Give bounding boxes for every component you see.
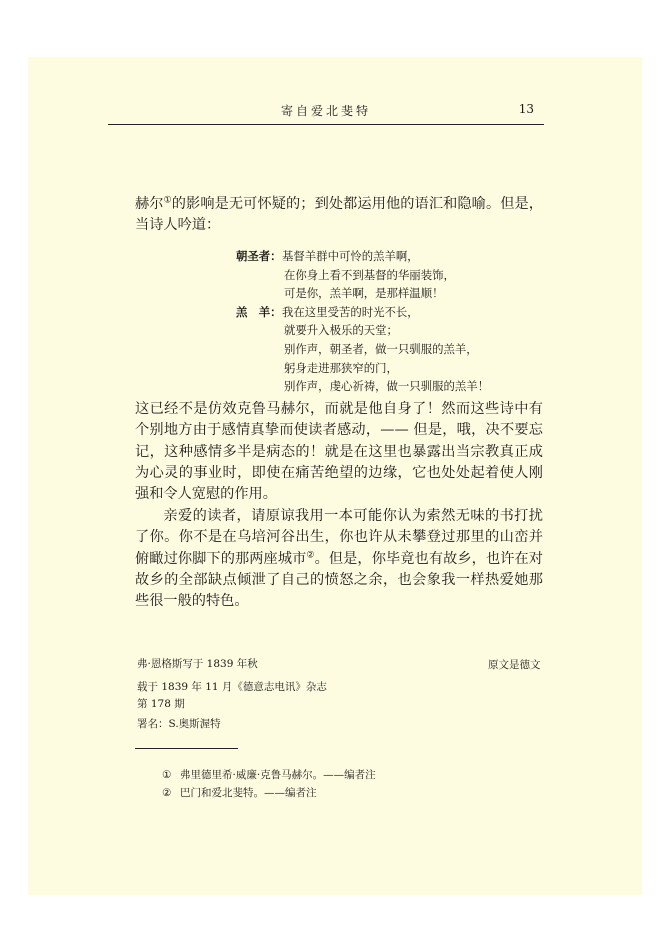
poem-line: 躬身走进那狭窄的门， xyxy=(284,360,398,375)
footnote-2 xyxy=(162,785,317,800)
footnote-mark: ① xyxy=(162,769,172,781)
paragraph-1 xyxy=(135,194,543,237)
poem-line: 在你身上看不到基督的华丽装饰， xyxy=(284,267,455,282)
speaker-lamb: 羔 羊： xyxy=(236,304,282,319)
signature-line: 署名：S.奥斯渥特 xyxy=(137,718,221,730)
footnote-1 xyxy=(162,767,376,782)
paragraph-3-rest: 。但是，你毕竟也有故乡，也许在对故乡的全部缺点倾泄了自己的愤怒之余，也会象我一样热爱她那些很一般的特色。 xyxy=(135,550,543,610)
publication-line-1: 载于 1839 年 11 月《德意志电讯》杂志 xyxy=(137,681,327,693)
original-language: 原文是德文 xyxy=(488,659,541,671)
poem-line: 别作声，朝圣者，做一只驯服的羔羊， xyxy=(284,342,478,356)
footnote-text: 弗里德里希·威廉·克鲁马赫尔。——编者注 xyxy=(180,769,376,781)
author-line: 弗·恩格斯写于 1839 年秋 xyxy=(137,658,258,670)
paragraph-2: 这已经不是仿效克鲁马赫尔，而就是他自身了！然而这些诗中有个别地方由于感情真挚而使读者感动，—— 但是，哦，决不要忘记，这种感情多半是病态的！就是在这里也暴露出当宗教真正成为心灵的事业时，即使在痛苦绝望的边缘，它也处处起着使人刚强和令人宽慰的作用。 xyxy=(135,401,543,503)
footnote-ref-2[interactable]: ② xyxy=(306,549,315,560)
poem-line: 可是你，羔羊啊，是那样温顺！ xyxy=(284,286,444,301)
paragraph-1-rest: 的影响是无可怀疑的；到处都运用他的语汇和隐喻。但是，当诗人吟道： xyxy=(135,196,543,234)
paragraph-3 xyxy=(135,506,543,612)
paragraph-3-start: 亲爱的读者，请原谅我用一本可能你认为索然无味的书打扰了你。你不是在乌培河谷出生，你也许从未攀登过那里的山峦并俯瞰过你脚下的那两座城市 xyxy=(135,508,543,567)
poem-line: 别作声，虔心祈祷，做一只驯服的羔羊！ xyxy=(284,379,490,394)
paragraph-1-start: 赫尔 xyxy=(135,196,164,212)
footnote-ref-1[interactable]: ① xyxy=(163,195,172,206)
footnote-mark: ② xyxy=(162,787,172,799)
running-title: 寄自爱北斐特 xyxy=(280,104,371,118)
running-header xyxy=(108,104,544,125)
poem-line: 我在这里受苦的时光不长， xyxy=(282,304,419,319)
speaker-pilgrim: 朝圣者： xyxy=(236,249,282,263)
footnote-divider xyxy=(135,748,238,749)
footnote-text: 巴门和爱北斐特。——编者注 xyxy=(180,787,317,799)
page-number: 13 xyxy=(518,102,534,116)
poem-line: 基督羊群中可怜的羔羊啊， xyxy=(282,249,419,263)
poem-line: 就要升入极乐的天堂； xyxy=(284,323,398,338)
publication-line-2: 第 178 期 xyxy=(137,698,185,710)
